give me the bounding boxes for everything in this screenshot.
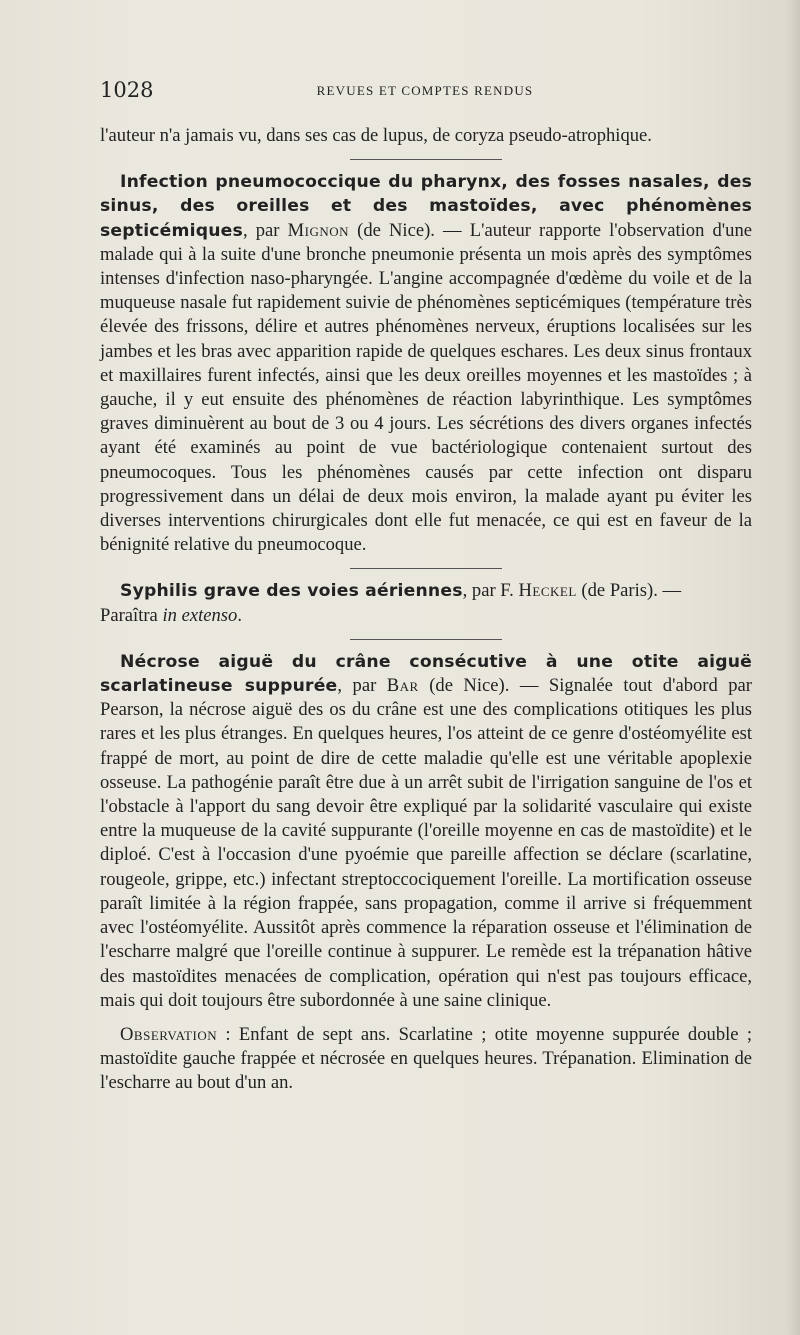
article-text-end: . [237, 604, 242, 626]
article-text: L'auteur rapporte l'observation d'une malade qui à la suite d'une bronche pneumonie présenta un mois après des symptômes intenses d'infection naso-pharyngée. L'angine accompagnée d'œdème du voile et de la muqueuse nasale fut rapidement suivie de phénomènes septicémiques (température très élevée des frissons, délire et autres phénomènes nerveux, éruptions localisées sur les jambes et les bras avec apparition rapide de quelques eschares. Les deux sinus frontaux et maxillaires furent infectés, ainsi que les deux oreilles moyennes et les mastoïdes ; à gauche, il y eut ensuite des phénomènes de réaction labyrinthique. Les symptômes graves diminuèrent au bout de 3 ou 4 jours. Les sécrétions des divers organes infectés ayant été examinés au point de vue bactériologique contenaient surtout des pneumocoques. Tous les phénomènes causés par cette infection ont disparu progressivement dans un délai de deux mois environ, la malade ayant pu éviter les diverses interventions chirurgicales dont elle fut menacée, ce qui est en faveur de la bénignité relative du pneumocoque. [100, 219, 752, 556]
article-syphilis [100, 579, 752, 627]
section-divider [350, 568, 502, 569]
byline-pre: , par [242, 219, 288, 241]
section-divider [350, 159, 502, 160]
author-name: Mignon [287, 219, 350, 241]
observation-paragraph [100, 1023, 752, 1096]
running-title: REVUES ET COMPTES RENDUS [316, 83, 534, 98]
author-name: Heckel [518, 580, 577, 602]
byline-post: (de Paris). — [576, 580, 682, 602]
page-number: 1028 [100, 78, 154, 102]
byline-post: (de Nice). — [349, 219, 470, 241]
observation-label: Observation [120, 1023, 218, 1045]
article-title: Syphilis grave des voies aériennes [120, 581, 463, 602]
article-text: Paraîtra [100, 604, 163, 626]
continuation-paragraph: l'auteur n'a jamais vu, dans ses cas de lupus, de coryza pseudo-atrophique. [100, 125, 652, 146]
article-title: Nécrose aiguë du crâne consécutive à une otite aiguë scarlatineuse suppurée [100, 651, 752, 697]
article-title: Infection pneumococcique du pharynx, des fosses nasales, des sinus, des oreilles et des mastoïdes, avec phénomènes septicémiques [100, 172, 752, 241]
page-header [100, 78, 750, 104]
byline-pre: , par [337, 675, 387, 697]
article-body [100, 124, 752, 1096]
author-name: Bar [386, 675, 419, 697]
article-text-italic: in extenso [162, 604, 238, 626]
byline-pre: , par F. [462, 580, 519, 602]
byline-post: (de Nice). — [418, 675, 549, 697]
article-text: Signalée tout d'abord par Pearson, la nécrose aiguë des os du crâne est une des complications otitiques les plus rares et les plus étranges. En quelques heures, l'os atteint de ce genre d'ostéomyélite est frappé de mort, au point de dire de cette maladie qu'elle est une véritable apoplexie osseuse. La pathogénie paraît être due à un arrêt subit de l'irrigation sanguine de l'os et l'obstacle à l'apport du sang devoir être expliqué par la solidarité vasculaire qui existe entre la muqueuse de la cavité suppurante (l'oreille moyenne en cas de mastoïdite) et le diploé. C'est à l'occasion d'une pyoémie que pareille affection se déclare (scarlatine, rougeole, grippe, etc.) infectant streptoccociquement l'oreille. La mortification osseuse paraît limitée à la région frappée, sans propagation, comme il arrive si fréquemment avec l'ostéomyélite. Aussitôt après commence la réparation osseuse et l'élimination de l'escharre malgré que l'oreille continue à suppurer. Le remède est la trépanation hâtive des mastoïdites menacées de complication, opération qui n'est pas toujours efficace, mais qui doit toujours être subordonnée à une saine clinique. [100, 675, 753, 1011]
section-divider [350, 639, 502, 640]
observation-text: : Enfant de sept ans. Scarlatine ; otite moyenne suppurée double ; mastoïdite gauche frappée et nécrosée en quelques heures. Trépanation. Elimination de l'escharre au bout d'un an. [100, 1023, 752, 1094]
article-pneumococcique [100, 170, 752, 557]
article-necrose [100, 650, 752, 1013]
